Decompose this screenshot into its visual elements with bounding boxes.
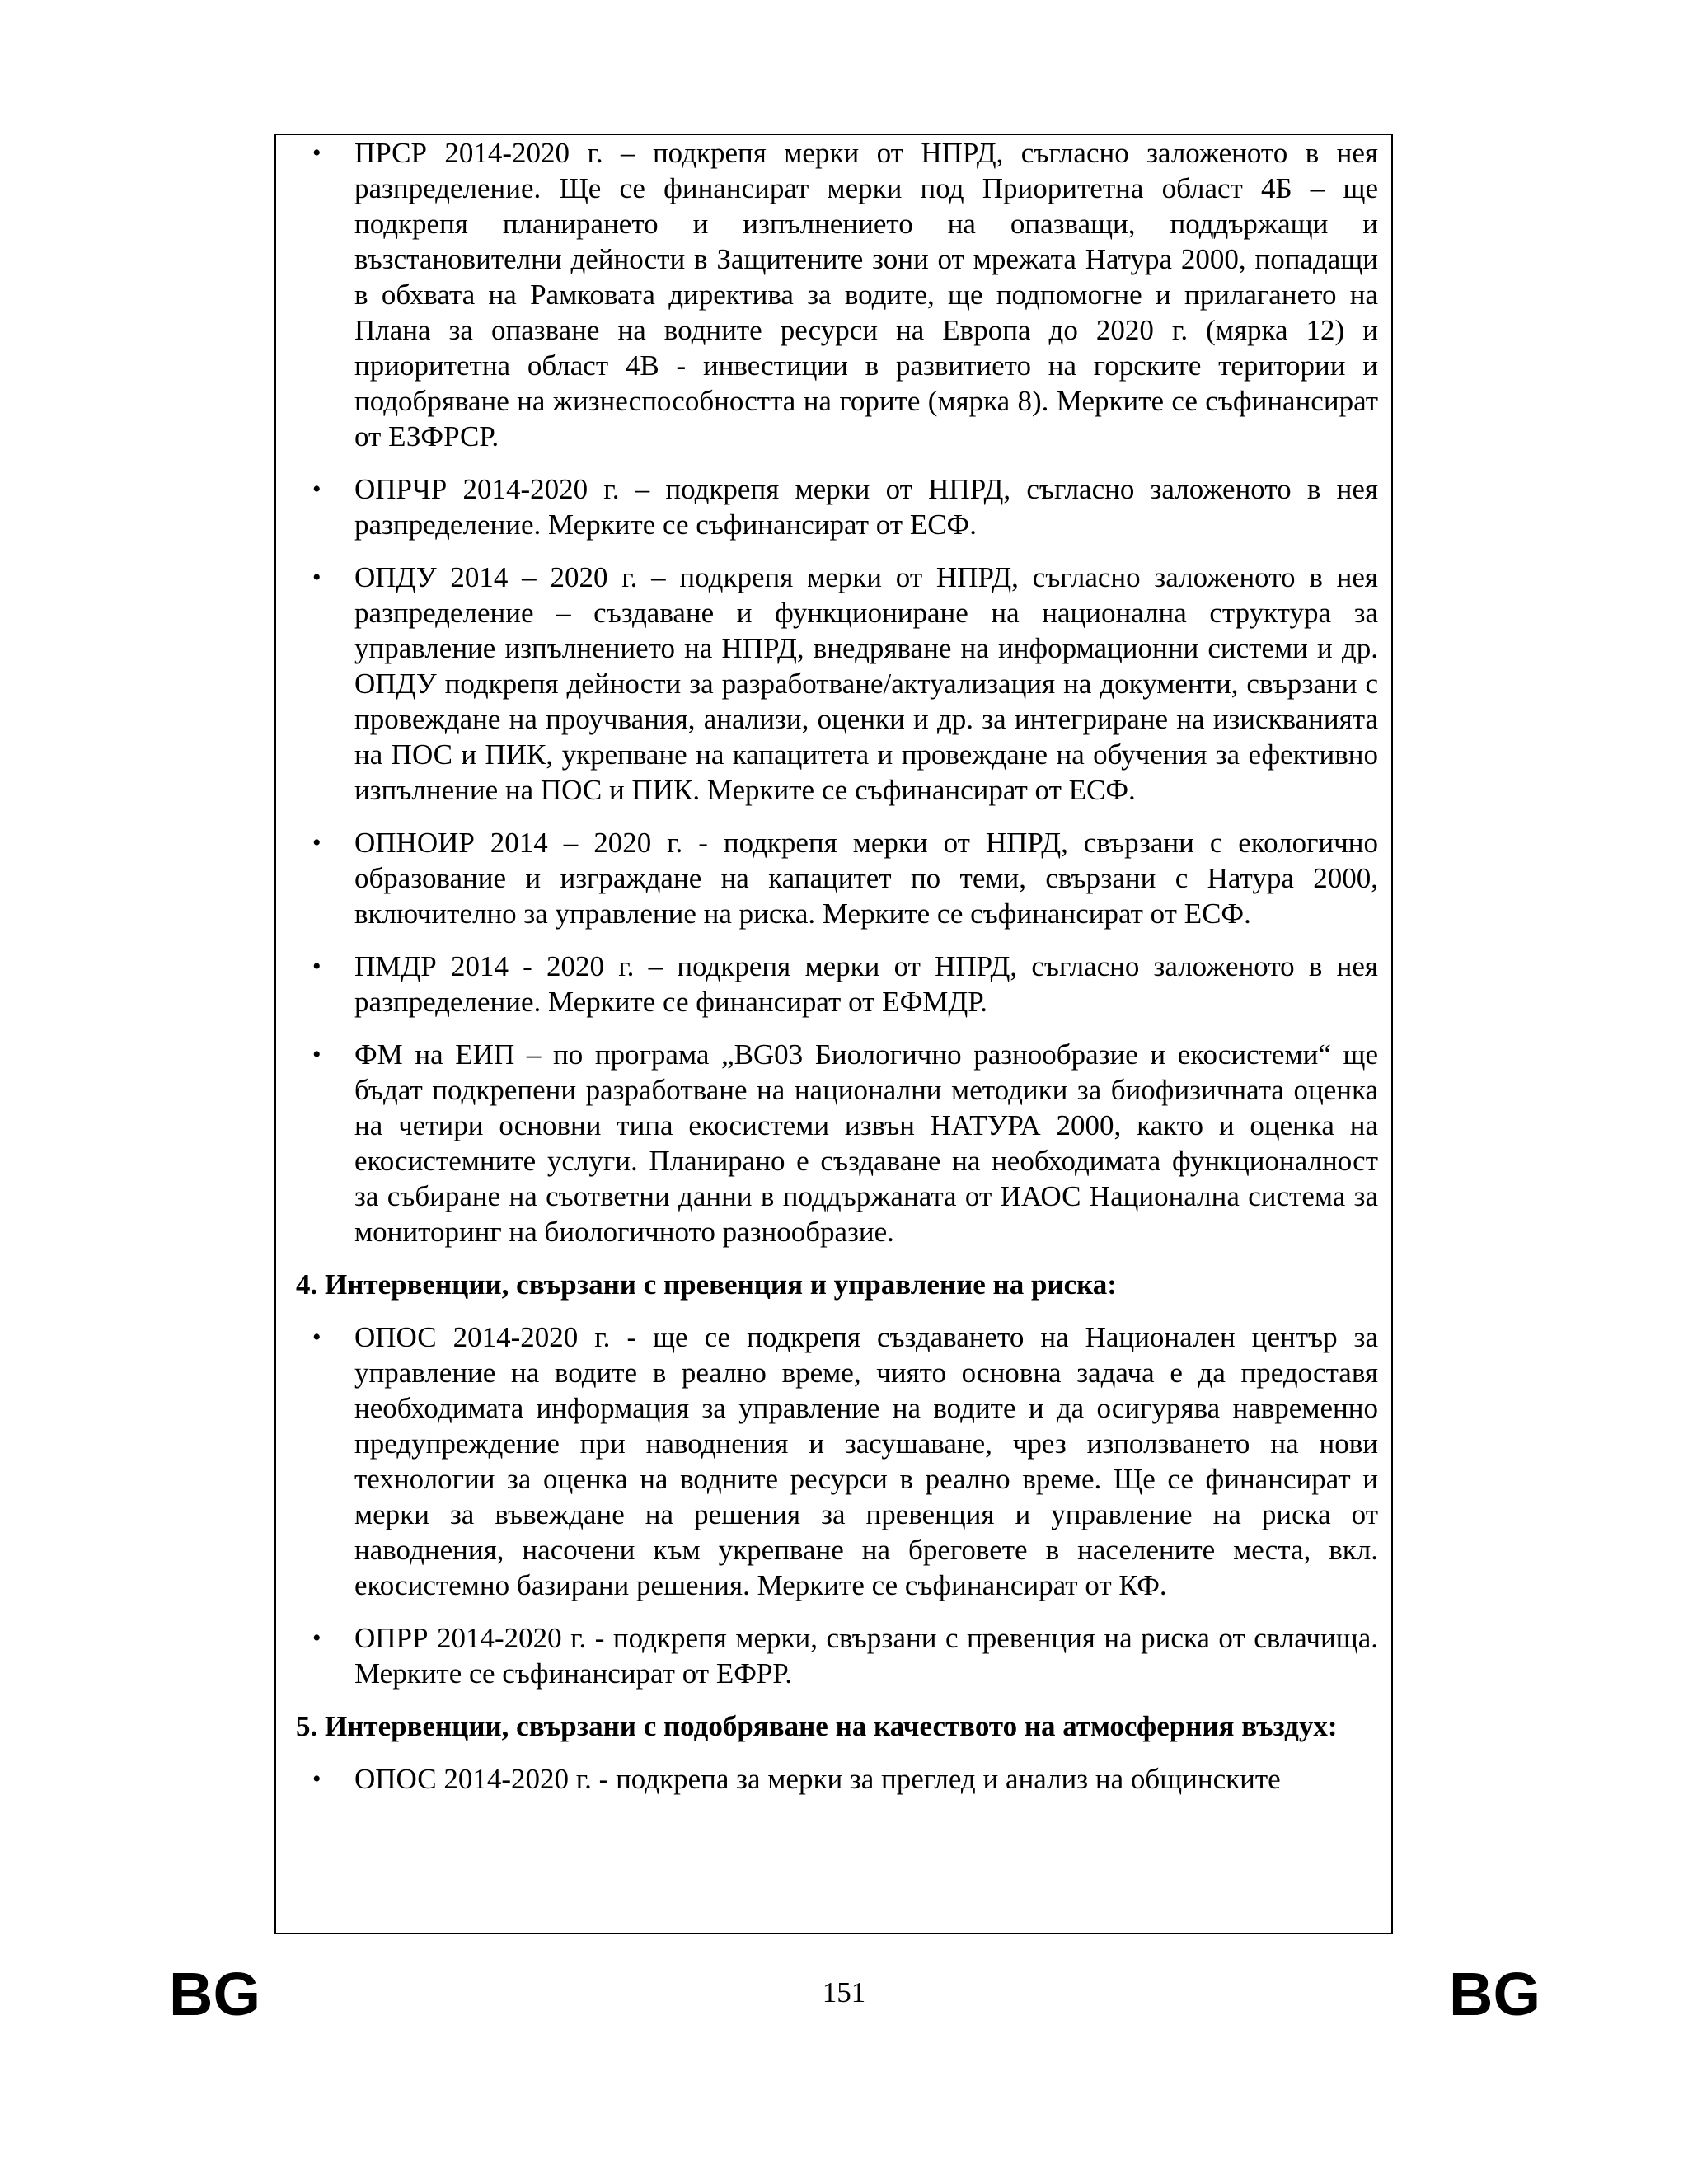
measures-list — [296, 135, 1378, 1249]
section-heading-risk: 4. Интервенции, свързани с превенция и управление на риска: — [296, 1268, 1117, 1301]
list-item-text: ОПНОИР 2014 – 2020 г. - подкрепя мерки от НПРД, свързани с екологично образование и изграждане на капацитет по теми, свързани с Натура 2000, включително за управление на риска. Мерките се съфинансират от ЕСФ. — [354, 827, 1378, 930]
list-item — [296, 1761, 1378, 1797]
list-item — [296, 825, 1378, 931]
bullet-icon: • — [312, 1324, 321, 1351]
list-item-text: ОПОС 2014-2020 г. - ще се подкрепя създаването на Национален център за управление на водите в реално време, чиято основна задача е да предоставя необходимата информация за управление на водите и да осигурява навременно предупреждение при наводнения и засушаване, чрез използването на нови технологии за оценка на водните ресурси в реално време. Ще се финансират и мерки за въвеждане на решения за превенция и управление на риска от наводнения, насочени към укрепване на бреговете в населените места, вкл. екосистемно базирани решения. Мерките се съфинансират от КФ. — [354, 1321, 1378, 1601]
bullet-icon: • — [312, 139, 321, 166]
bullet-icon: • — [312, 829, 321, 856]
section-heading-air-quality: 5. Интервенции, свързани с подобряване на качеството на атмосферния въздух: — [296, 1710, 1338, 1742]
list-item — [296, 560, 1378, 808]
bullet-icon: • — [312, 1765, 321, 1793]
list-item-text: ФМ на ЕИП – по програма „BG03 Биологично разнообразие и екосистеми“ ще бъдат подкрепени разработване на национални методики за биофизичната оценка на четири основни типа екосистеми извън НАТУРА 2000, както и оценка на екосистемните услуги. Планирано е създаване на необходимата функционалност за събиране на съответни данни в поддържаната от ИАОС Национална система за мониторинг на биологичното разнообразие. — [354, 1038, 1378, 1248]
bullet-icon: • — [312, 953, 321, 980]
content-frame — [274, 134, 1393, 1934]
footer-language-code-left: BG — [169, 1960, 260, 2028]
list-item-text: ПМДР 2014 - 2020 г. – подкрепя мерки от НПРД, съгласно заложеното в нея разпределение. Мерките се финансират от ЕФМДР. — [354, 950, 1378, 1018]
list-item-text: ОПРР 2014-2020 г. - подкрепя мерки, свързани с превенция на риска от свлачища. Мерките се съфинансират от ЕФРР. — [354, 1622, 1378, 1690]
list-item — [296, 135, 1378, 454]
bullet-icon: • — [312, 564, 321, 591]
list-item — [296, 1037, 1378, 1249]
risk-measures-list — [296, 1319, 1378, 1691]
list-item-text: ПРСР 2014-2020 г. – подкрепя мерки от НПРД, съгласно заложеното в нея разпределение. Ще се финансират мерки под Приоритетна област 4Б – ще подкрепя планирането и изпълнението на опазващи, поддържащи и възстановителни дейности в Защитените зони от мрежата Натура 2000, попадащи в обхвата на Рамковата директива за водите, ще подпомогне и прилагането на Плана за опазване на водните ресурси на Европа до 2020 г. (мярка 12) и приоритетна област 4В - инвестиции в развитието на горските територии и подобряване на жизнеспособността на горите (мярка 8). Мерките се съфинансират от ЕЗФРСР. — [354, 137, 1378, 452]
list-item-text: ОПРЧР 2014-2020 г. – подкрепя мерки от НПРД, съгласно заложеното в нея разпределение. Мерките се съфинансират от ЕСФ. — [354, 473, 1378, 541]
bullet-icon: • — [312, 476, 321, 503]
air-quality-measures-list — [296, 1761, 1378, 1797]
list-item — [296, 471, 1378, 542]
list-item — [296, 1620, 1378, 1691]
bullet-icon: • — [312, 1041, 321, 1068]
list-item-text: ОПОС 2014-2020 г. - подкрепа за мерки за преглед и анализ на общинските — [354, 1763, 1281, 1795]
document-body — [276, 135, 1391, 1797]
footer-language-code-right: BG — [1449, 1960, 1540, 2028]
list-item-text: ОПДУ 2014 – 2020 г. – подкрепя мерки от НПРД, съгласно заложеното в нея разпределение – създаване и функциониране на национална структура за управление изпълнението на НПРД, внедряване на информационни системи и др. ОПДУ подкрепя дейности за разработване/актуализация на документи, свързани с провеждане на проучвания, анализи, оценки и др. за интегриране на изискванията на ПОС и ПИК, укрепване на капацитета и провеждане на обучения за ефективно изпълнение на ПОС и ПИК. Мерките се съфинансират от ЕСФ. — [354, 561, 1378, 806]
list-item — [296, 949, 1378, 1019]
list-item — [296, 1319, 1378, 1603]
bullet-icon: • — [312, 1624, 321, 1652]
page-number: 151 — [822, 1976, 866, 2008]
